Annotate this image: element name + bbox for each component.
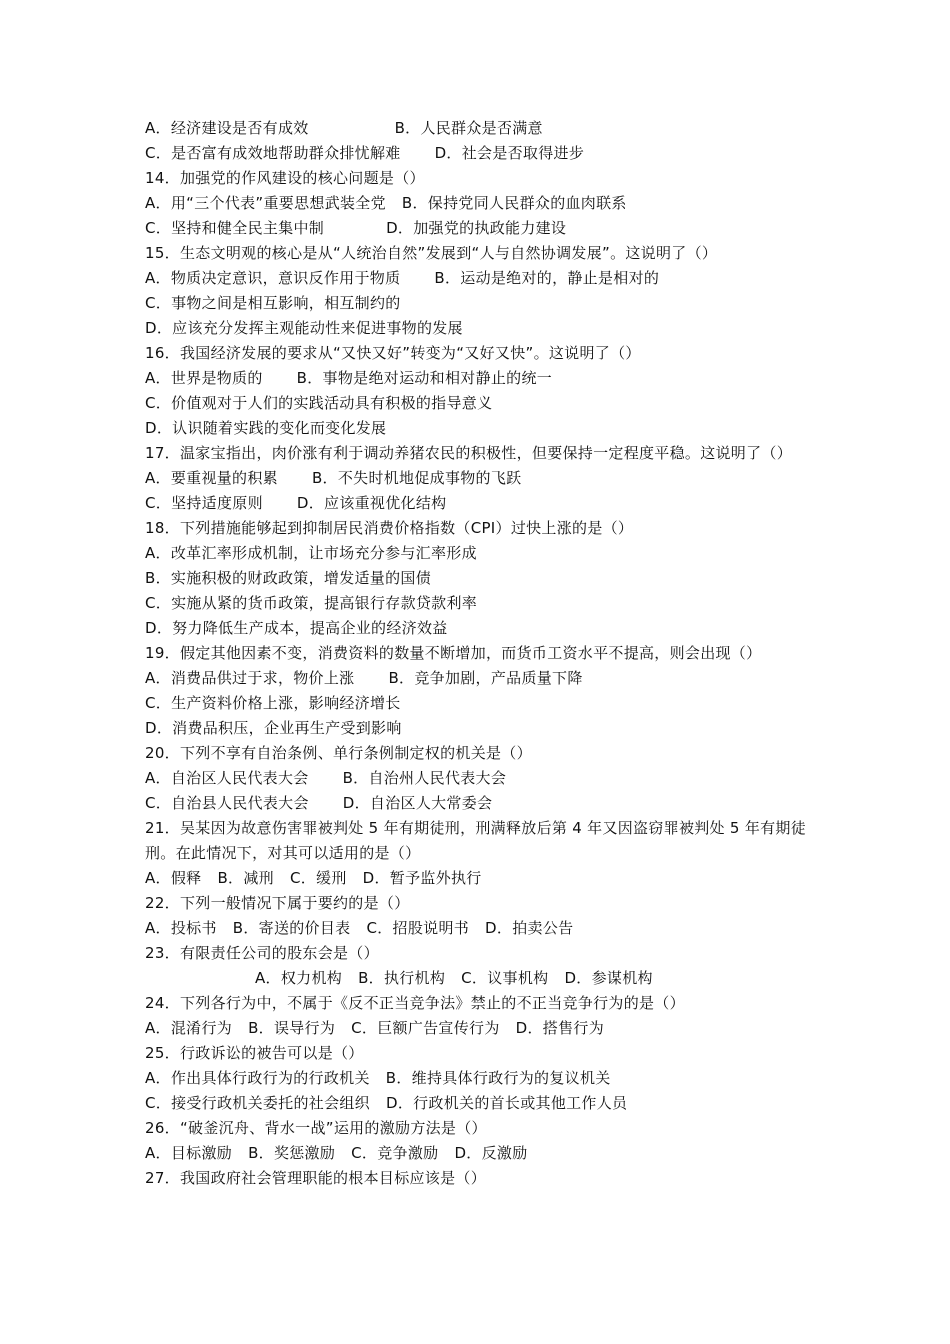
option-b: B．自治州人民代表大会 — [342, 769, 507, 787]
option-row — [145, 766, 825, 791]
question-stem: 18．下列措施能够起到抑制居民消费价格指数（CPI）过快上涨的是（） — [145, 519, 634, 537]
question-stem: 16．我国经济发展的要求从“又快又好”转变为“又好又快”。这说明了（） — [145, 344, 641, 362]
option-a: A．经济建设是否有成效 — [145, 119, 309, 137]
option-a: A．用“三个代表”重要思想武装全党 — [145, 194, 386, 212]
option-c: C．生产资料价格上涨，影响经济增长 — [145, 694, 401, 712]
option-b: B．误导行为 — [248, 1019, 336, 1037]
question-stem: 14．加强党的作风建设的核心问题是（） — [145, 169, 425, 187]
option-b: B．保持党同人民群众的血肉联系 — [401, 194, 627, 212]
option-a: A．自治区人民代表大会 — [145, 769, 309, 787]
option-b: B．寄送的价目表 — [232, 919, 351, 937]
option-a: A．作出具体行政行为的行政机关 — [145, 1069, 370, 1087]
option-a: A．消费品供过于求，物价上涨 — [145, 669, 355, 687]
option-d: D．社会是否取得进步 — [434, 144, 585, 162]
option-c: C．价值观对于人们的实践活动具有积极的指导意义 — [145, 394, 493, 412]
option-c: C．自治县人民代表大会 — [145, 794, 309, 812]
option-row — [145, 666, 825, 691]
option-c: C．事物之间是相互影响，相互制约的 — [145, 294, 401, 312]
option-a: A．物质决定意识，意识反作用于物质 — [145, 269, 401, 287]
option-a: A．权力机构 — [255, 969, 343, 987]
option-c: C．坚持和健全民主集中制 — [145, 219, 325, 237]
option-b: B．事物是绝对运动和相对静止的统一 — [296, 369, 553, 387]
option-d: D．应该重视优化结构 — [296, 494, 447, 512]
option-row — [145, 491, 825, 516]
option-b: B．实施积极的财政政策，增发适量的国债 — [145, 569, 431, 587]
option-d: D．反激励 — [454, 1144, 528, 1162]
option-a: A．投标书 — [145, 919, 217, 937]
option-c: C．是否富有成效地帮助群众排忧解难 — [145, 144, 401, 162]
option-c: C．议事机构 — [461, 969, 549, 987]
option-b: B．人民群众是否满意 — [394, 119, 543, 137]
option-b: B．减刑 — [217, 869, 274, 887]
option-row — [145, 116, 825, 141]
option-d: D．搭售行为 — [515, 1019, 604, 1037]
option-d: D．认识随着实践的变化而变化发展 — [145, 419, 387, 437]
option-row — [145, 791, 825, 816]
option-row — [145, 266, 825, 291]
question-stem: 20．下列不享有自治条例、单行条例制定权的机关是（） — [145, 744, 532, 762]
question-stem: 22．下列一般情况下属于要约的是（） — [145, 894, 410, 912]
option-c: C．坚持适度原则 — [145, 494, 263, 512]
option-d: D．行政机关的首长或其他工作人员 — [385, 1094, 628, 1112]
option-a: A．假释 — [145, 869, 202, 887]
question-stem: 25．行政诉讼的被告可以是（） — [145, 1044, 364, 1062]
option-row — [145, 141, 825, 166]
option-row — [145, 916, 825, 941]
question-stem: 24．下列各行为中，不属于《反不正当竞争法》禁止的不正当竞争行为的是（） — [145, 994, 685, 1012]
option-a: A．混淆行为 — [145, 1019, 233, 1037]
option-a: A．目标激励 — [145, 1144, 233, 1162]
option-d: D．努力降低生产成本，提高企业的经济效益 — [145, 619, 448, 637]
option-c: C．实施从紧的货币政策，提高银行存款贷款利率 — [145, 594, 478, 612]
option-row — [145, 1016, 825, 1041]
question-stem: 23．有限责任公司的股东会是（） — [145, 944, 379, 962]
option-row — [145, 866, 825, 891]
option-row — [145, 1091, 825, 1116]
option-a: A．世界是物质的 — [145, 369, 263, 387]
option-b: B．维持具体行政行为的复议机关 — [385, 1069, 611, 1087]
option-c: C．巨额广告宣传行为 — [351, 1019, 500, 1037]
option-b: B．竞争加剧，产品质量下降 — [388, 669, 583, 687]
question-stem: 19．假定其他因素不变，消费资料的数量不断增加，而货币工资水平不提高，则会出现（） — [145, 644, 762, 662]
option-row — [145, 966, 825, 991]
question-stem: 17．温家宝指出，肉价涨有利于调动养猪农民的积极性，但要保持一定程度平稳。这说明了（） — [145, 444, 792, 462]
option-c: C．招股说明书 — [366, 919, 470, 937]
option-row — [145, 366, 825, 391]
option-b: B．运动是绝对的，静止是相对的 — [434, 269, 660, 287]
option-c: C．接受行政机关委托的社会组织 — [145, 1094, 370, 1112]
option-c: C．竞争激励 — [351, 1144, 439, 1162]
question-stem: 26．“破釜沉舟、背水一战”运用的激励方法是（） — [145, 1119, 487, 1137]
option-d: D．应该充分发挥主观能动性来促进事物的发展 — [145, 319, 463, 337]
option-c: C．缓刑 — [289, 869, 347, 887]
option-b: B．不失时机地促成事物的飞跃 — [311, 469, 522, 487]
option-b: B．奖惩激励 — [248, 1144, 336, 1162]
option-row — [145, 1066, 825, 1091]
option-a: A．改革汇率形成机制，让市场充分参与汇率形成 — [145, 544, 477, 562]
option-row — [145, 466, 825, 491]
option-d: D．暂予监外执行 — [362, 869, 482, 887]
option-d: D．自治区人大常委会 — [342, 794, 493, 812]
option-a: A．要重视量的积累 — [145, 469, 278, 487]
option-row — [145, 191, 825, 216]
option-d: D．拍卖公告 — [485, 919, 574, 937]
option-row — [145, 1141, 825, 1166]
question-stem: 21．吴某因为故意伤害罪被判处 5 年有期徒刑，刑满释放后第 4 年又因盗窃罪被判处 5 年有期徒刑。在此情况下，对其可以适用的是（） — [145, 819, 807, 862]
option-d: D．消费品积压，企业再生产受到影响 — [145, 719, 402, 737]
option-row — [145, 216, 825, 241]
option-d: D．参谋机构 — [564, 969, 653, 987]
option-d: D．加强党的执政能力建设 — [386, 219, 567, 237]
option-b: B．执行机构 — [358, 969, 446, 987]
question-stem: 15．生态文明观的核心是从“人统治自然”发展到“人与自然协调发展”。这说明了（） — [145, 244, 718, 262]
question-list — [145, 116, 825, 1191]
question-stem: 27．我国政府社会管理职能的根本目标应该是（） — [145, 1169, 486, 1187]
